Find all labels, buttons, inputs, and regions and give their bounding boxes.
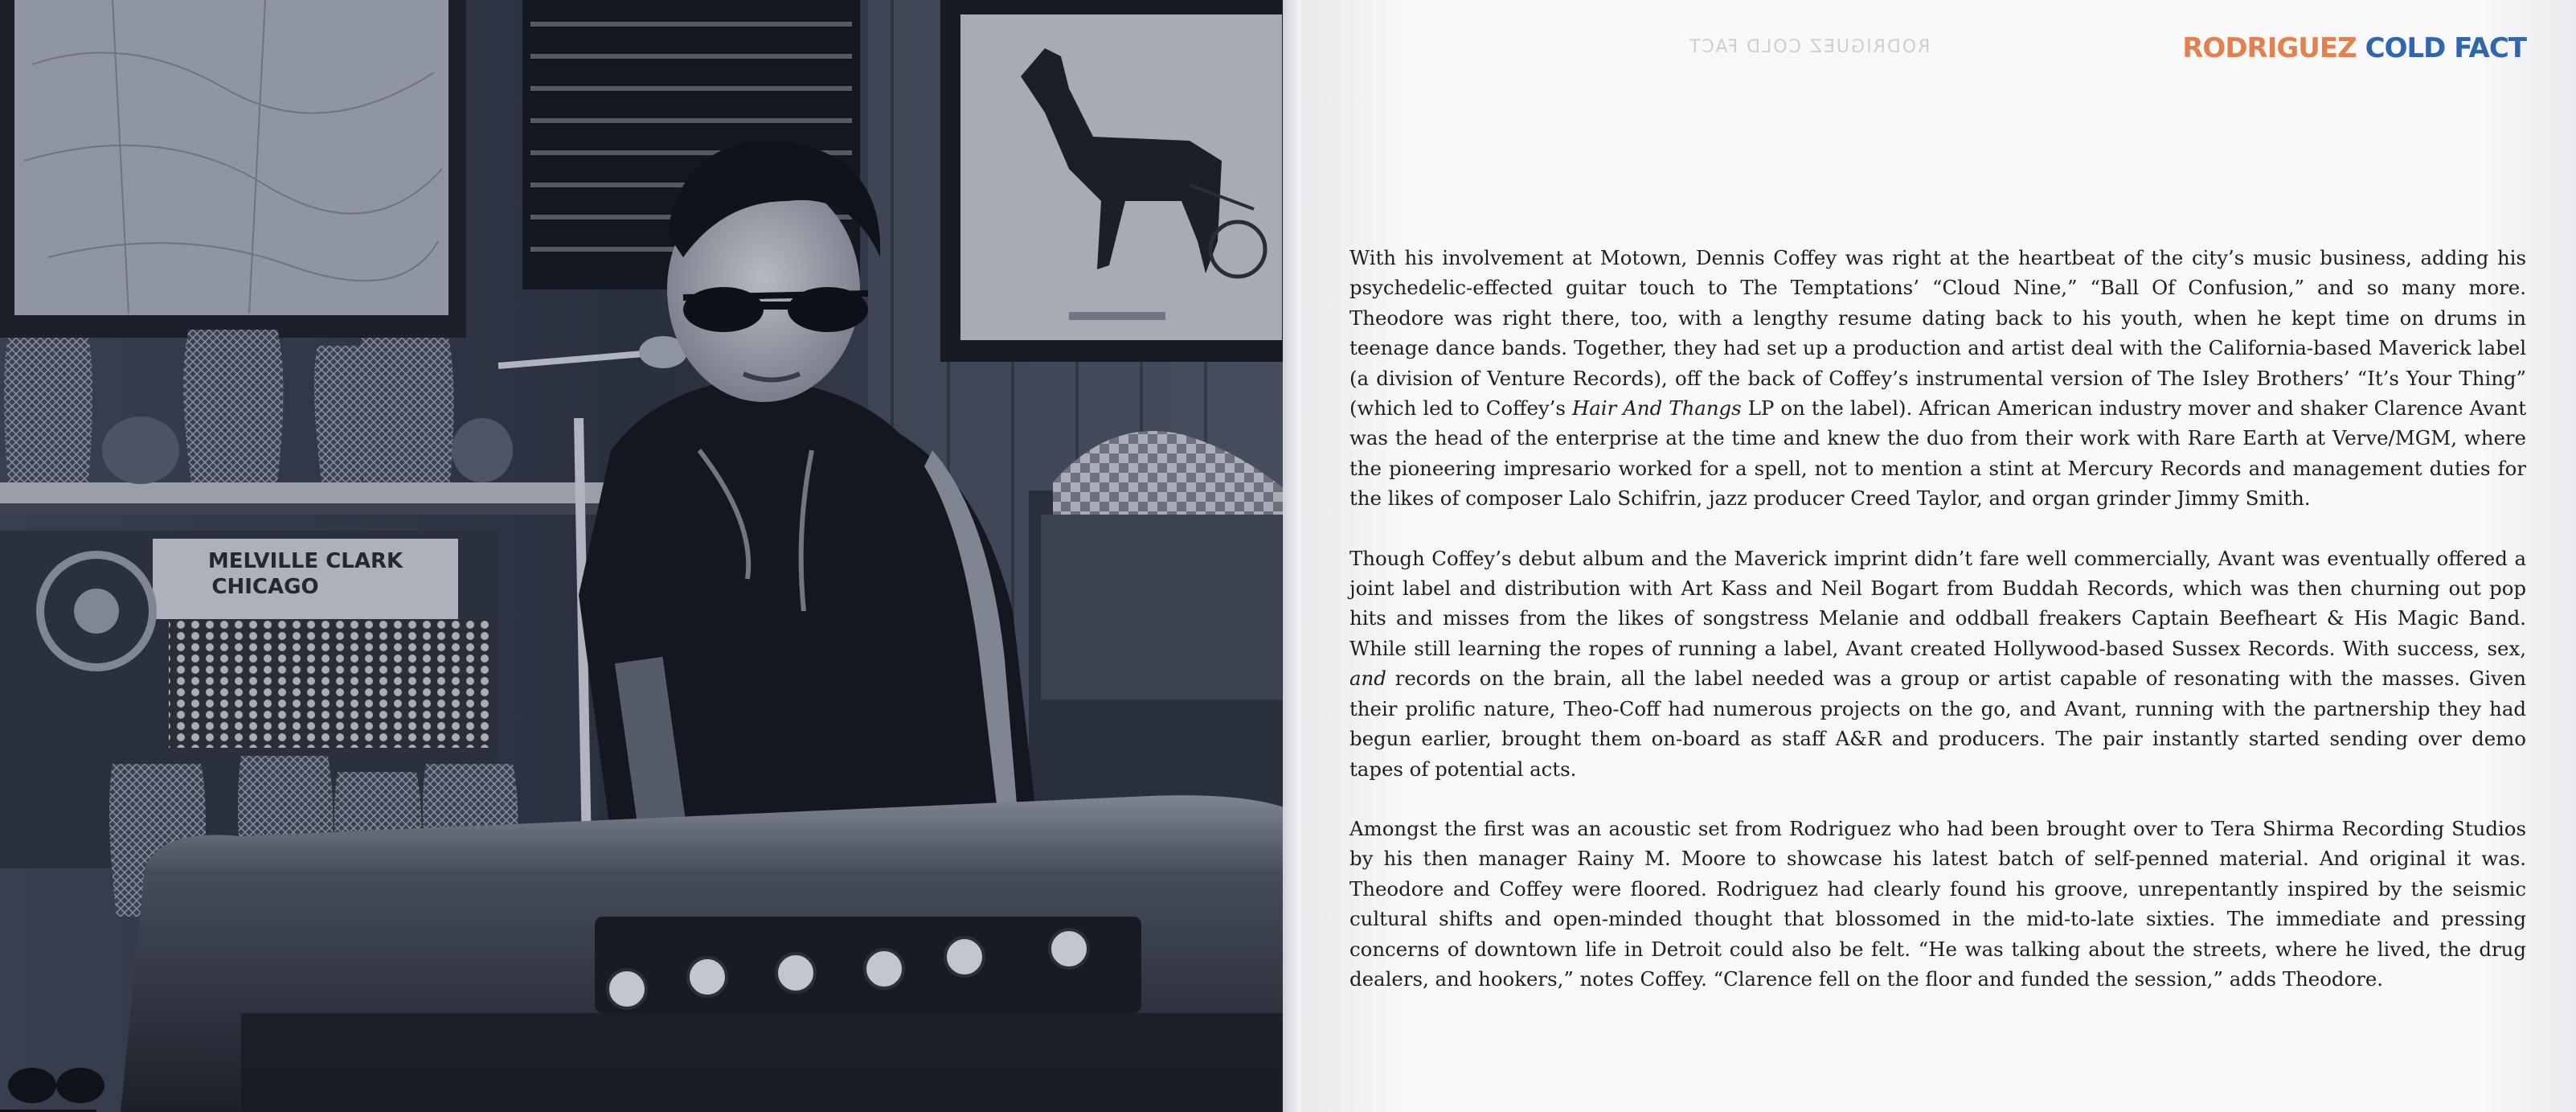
paragraph-1-text-cont: LP on the label). African American industry mover and shaker Clarence Avant was the head of the enterprise at the time and knew the duo from their work with Rare Earth at Verve/MGM, where the pioneering impresario worked for a spell, not to mention a stint at Mercury Records and management duties for the likes of composer Lalo Schifrin, jazz producer Creed Taylor, and organ grinder Jimmy Smith. [1349, 396, 2526, 511]
paragraph-1 [1349, 243, 2526, 514]
album-title-italic: Hair And Thangs [1571, 396, 1742, 421]
paragraph-1-text: With his involvement at Motown, Dennis Coffey was right at the heartbeat of the city’s music business, adding his psychedelic-effected guitar touch to The Temptations’ “Cloud Nine,” “Ball Of Confusion,” and so many more. Theodore was right there, too, with a lengthy resume dating back to his youth, when he kept time on drums in teenage dance bands. Together, they had set up a production and artist deal with the California-based Maverick label (a division of Venture Records), off the back of Coffey’s instrumental version of The Isley Brothers’ “It’s Your Thing” (which led to Coffey’s [1349, 246, 2526, 421]
header-album: COLD FACT [2365, 32, 2526, 64]
page-header [2182, 32, 2526, 64]
paragraph-3-text: Amongst the first was an acoustic set from Rodriguez who had been brought over to Tera Shirma Recording Studios by his then manager Rainy M. Moore to showcase his latest batch of self-penned material. And original it was. Theodore and Coffey were floored. Rodriguez had clearly found his groove, unrepentantly inspired by the seismic cultural shifts and open-minded thought that blossomed in the mid-to-late sixties. The immediate and pressing concerns of downtown life in Detroit could also be felt. “He was talking about the streets, where he lived, the drug dealers, and hookers,” notes Coffey. “Clarence fell on the floor and funded the session,” adds Theodore. [1349, 816, 2526, 991]
article-body [1349, 243, 2526, 1024]
paragraph-2 [1349, 544, 2526, 784]
text-page [1302, 0, 2576, 1112]
paragraph-2-text: Though Coffey’s debut album and the Maverick imprint didn’t fare well commercially, Avant was eventually offered a joint label and distribution with Art Kass and Neil Bogart from Buddah Records, which was then churning out pop hits and misses from the likes of songstress Melanie and oddball freakers Captain Beefheart & His Magic Band. While still learning the ropes of running a label, Avant created Hollywood-based Sussex Records. With success, sex, [1349, 546, 2526, 660]
sign-line-2: CHICAGO [211, 575, 319, 599]
show-through-artist: RODRIGUEZ [1808, 37, 1931, 57]
show-through-album: COLD FACT [1688, 37, 1801, 57]
paragraph-2-text-cont: records on the brain, all the label needed was a group or artist capable of resonating with the masses. Given their prolific nature, Theo-Coff had numerous projects on the go, and Avant, running with the partnership they had begun earlier, brought them on-board as staff A&R and producers. The pair instantly started sending over demo tapes of potential acts. [1349, 667, 2526, 781]
emphasis-italic: and [1349, 667, 1386, 691]
show-through-text [1688, 37, 1930, 57]
sign-line-1: MELVILLE CLARK [207, 549, 403, 573]
paragraph-3 [1349, 814, 2526, 994]
header-artist: RODRIGUEZ [2182, 32, 2357, 64]
